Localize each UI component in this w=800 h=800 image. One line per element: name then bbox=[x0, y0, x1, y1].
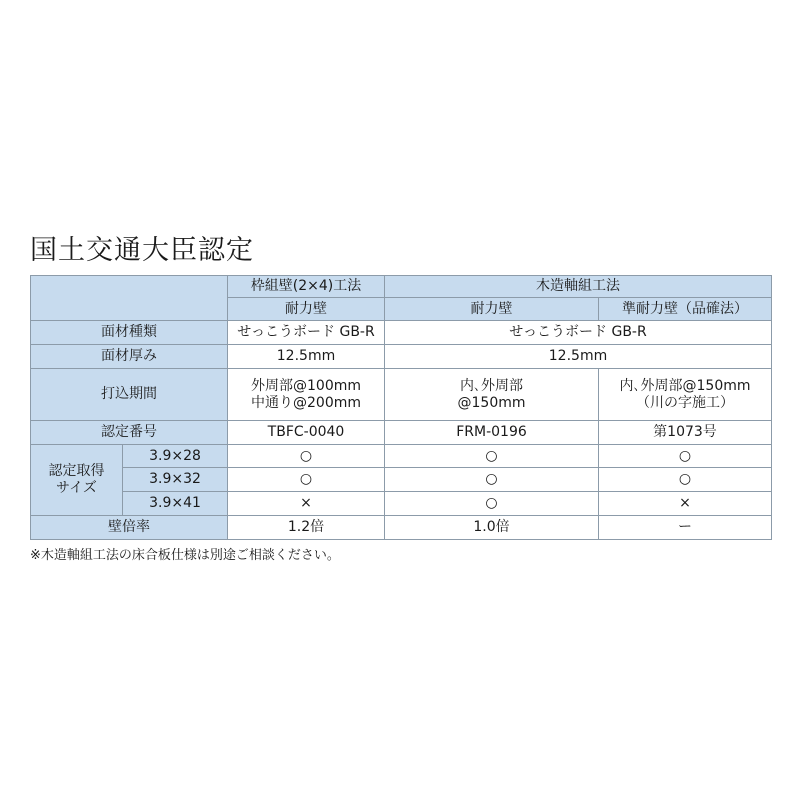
nailing-2x4-line2: 中通り@200mm bbox=[251, 394, 361, 411]
size-mark: ○ bbox=[385, 468, 599, 492]
sizes-label-line1: 認定取得 bbox=[48, 463, 105, 479]
size-mark: × bbox=[228, 492, 385, 516]
size-mark: ○ bbox=[385, 445, 599, 468]
thickness-wood: 12.5mm bbox=[385, 345, 772, 369]
row-label-cert-no: 認定番号 bbox=[31, 421, 228, 445]
nailing-wood-bearing bbox=[385, 369, 599, 421]
header-group-wood-frame: 木造軸組工法 bbox=[385, 276, 772, 298]
row-label-ratio: 壁倍率 bbox=[31, 516, 228, 540]
header-group-2x4: 枠組壁(2×4)工法 bbox=[228, 276, 385, 298]
row-label-nailing: 打込期間 bbox=[31, 369, 228, 421]
nailing-2x4-line1: 外周部@100mm bbox=[251, 377, 361, 394]
thickness-2x4: 12.5mm bbox=[228, 345, 385, 369]
size-label: 3.9×28 bbox=[123, 445, 228, 468]
nailing-quasi bbox=[599, 369, 772, 421]
size-mark: × bbox=[599, 492, 772, 516]
page-title: 国土交通大臣認定 bbox=[30, 235, 254, 266]
material-type-wood: せっこうボード GB-R bbox=[385, 321, 772, 345]
ratio-wood-bearing: 1.0倍 bbox=[385, 516, 599, 540]
ratio-2x4: 1.2倍 bbox=[228, 516, 385, 540]
size-label: 3.9×32 bbox=[123, 468, 228, 492]
size-mark: ○ bbox=[385, 492, 599, 516]
header-bearing-wall-wood: 耐力壁 bbox=[385, 298, 599, 321]
row-label-thickness: 面材厚み bbox=[31, 345, 228, 369]
cert-no-2x4: TBFC-0040 bbox=[228, 421, 385, 445]
size-mark: ○ bbox=[599, 468, 772, 492]
size-mark: ○ bbox=[599, 445, 772, 468]
nailing-wood-bearing-line2: @150mm bbox=[457, 394, 526, 411]
nailing-2x4 bbox=[228, 369, 385, 421]
cert-no-wood-bearing: FRM-0196 bbox=[385, 421, 599, 445]
nailing-quasi-line2: （川の字施工） bbox=[636, 394, 734, 411]
header-bearing-wall-2x4: 耐力壁 bbox=[228, 298, 385, 321]
nailing-quasi-line1: 内､外周部@150mm bbox=[619, 377, 751, 394]
size-mark: ○ bbox=[228, 468, 385, 492]
certification-table bbox=[30, 275, 772, 540]
cert-no-quasi: 第1073号 bbox=[599, 421, 772, 445]
header-corner bbox=[31, 276, 228, 321]
material-type-2x4: せっこうボード GB-R bbox=[228, 321, 385, 345]
nailing-wood-bearing-line1: 内､外周部 bbox=[460, 377, 523, 394]
size-label: 3.9×41 bbox=[123, 492, 228, 516]
sizes-label-line2: サイズ bbox=[56, 480, 97, 496]
size-mark: ○ bbox=[228, 445, 385, 468]
header-quasi-bearing-wall: 準耐力壁（品確法） bbox=[599, 298, 772, 321]
row-label-sizes bbox=[31, 445, 123, 516]
row-label-material-type: 面材種類 bbox=[31, 321, 228, 345]
ratio-quasi: ー bbox=[599, 516, 772, 540]
footnote: ※木造軸組工法の床合板仕様は別途ご相談ください。 bbox=[30, 548, 340, 563]
